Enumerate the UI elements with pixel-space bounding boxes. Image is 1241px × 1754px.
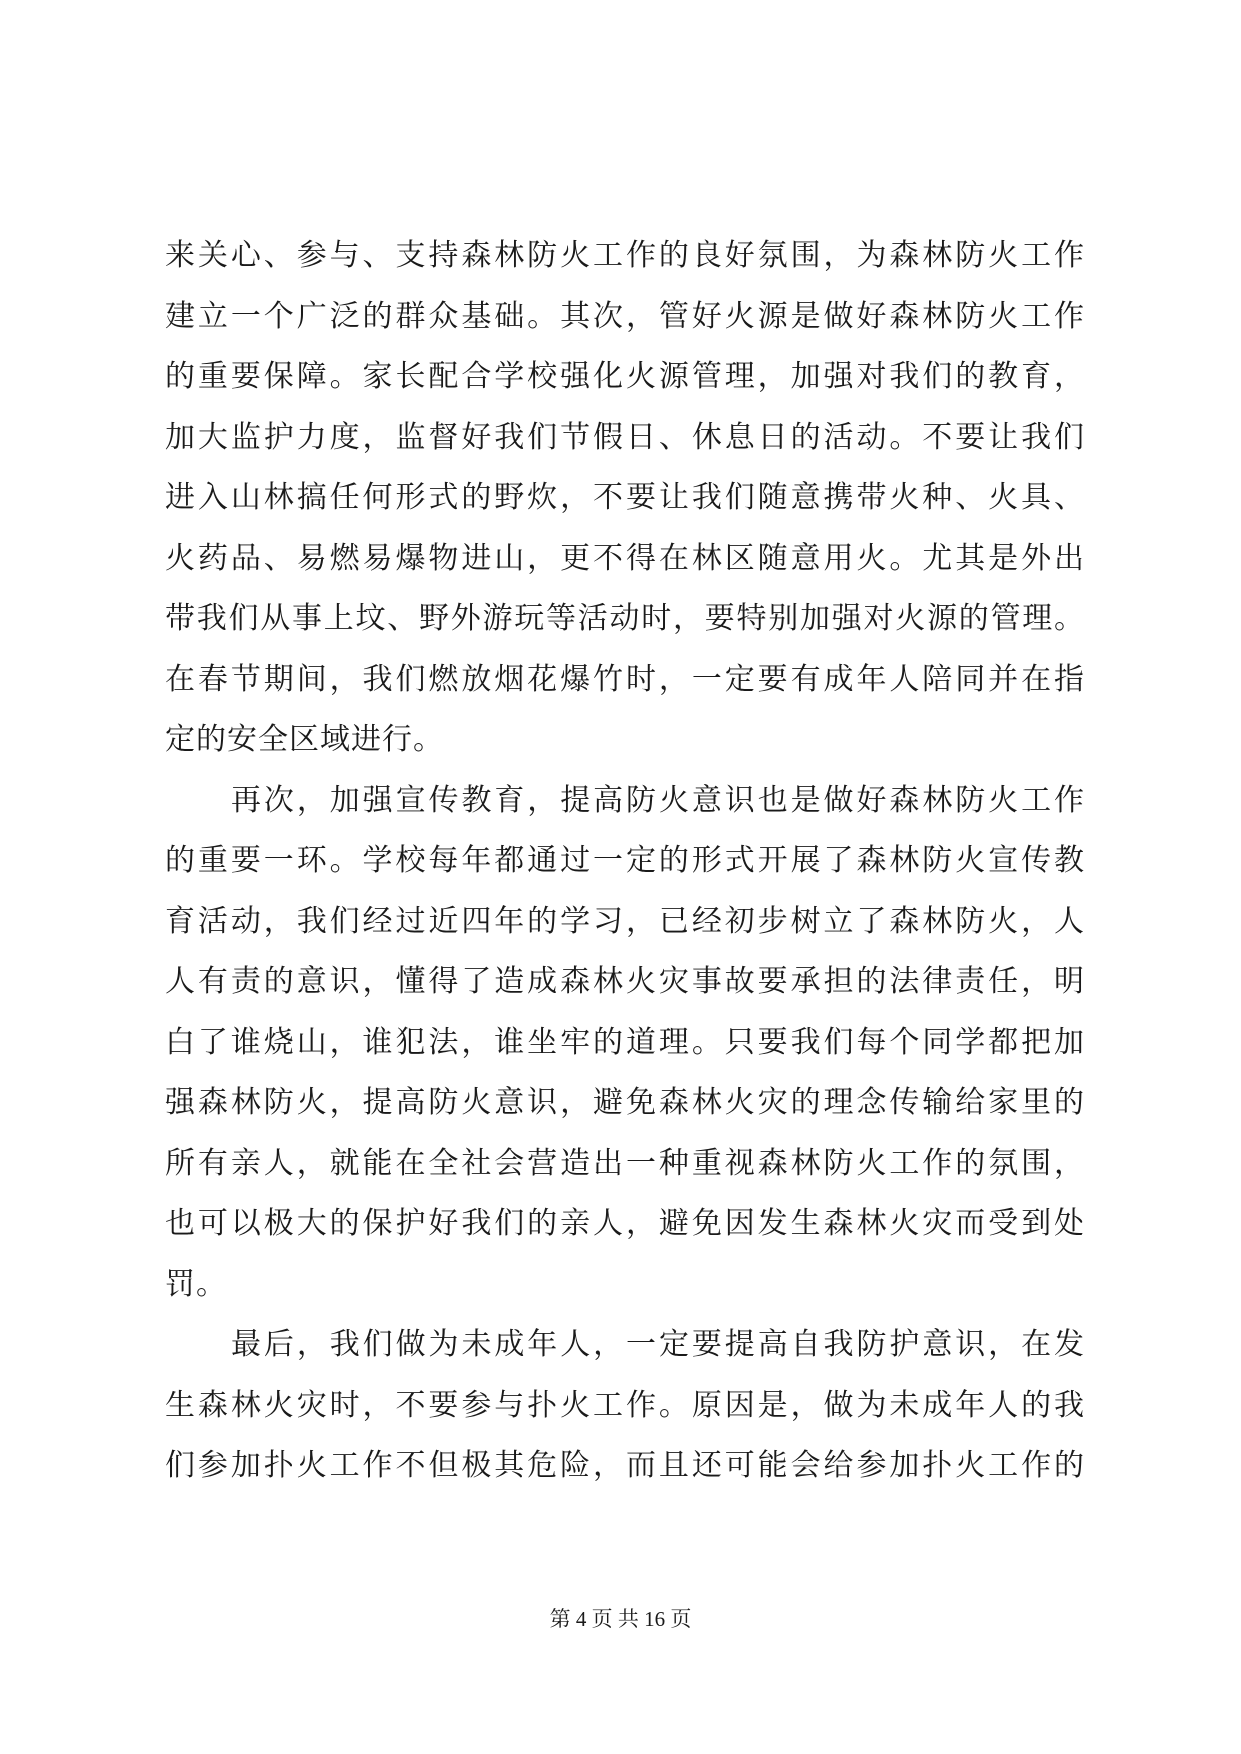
- text-line: 定的安全区域进行。: [165, 722, 444, 757]
- text-line: 也可以极大的保护好我们的亲人，避免因发生森林火灾而受到处: [165, 1206, 1085, 1241]
- text-line: 来关心、参与、支持森林防火工作的良好氛围，为森林防火工作: [165, 238, 1085, 273]
- text-line: 的重要保障。家长配合学校强化火源管理，加强对我们的教育，: [165, 359, 1085, 394]
- body-text: [165, 226, 1085, 1497]
- text-line: 生森林火灾时，不要参与扑火工作。原因是，做为未成年人的我: [165, 1387, 1085, 1423]
- text-line: 白了谁烧山，谁犯法，谁坐牢的道理。只要我们每个同学都把加: [165, 1024, 1085, 1060]
- text-line: 火药品、易燃易爆物进山，更不得在林区随意用火。尤其是外出: [165, 540, 1085, 576]
- text-line: 人有责的意识，懂得了造成森林火灾事故要承担的法律责任，明: [165, 964, 1085, 999]
- text-line: 强森林防火，提高防火意识，避免森林火灾的理念传输给家里的: [165, 1085, 1085, 1120]
- text-line: 进入山林搞任何形式的野炊，不要让我们随意携带火种、火具、: [165, 480, 1085, 515]
- text-line: 的重要一环。学校每年都通过一定的形式开展了森林防火宣传教: [165, 843, 1085, 878]
- text-line: 带我们从事上坟、野外游玩等活动时，要特别加强对火源的管理。: [165, 601, 1085, 636]
- page-footer: 第 4 页 共 16 页: [549, 1607, 692, 1631]
- text-line: 在春节期间，我们燃放烟花爆竹时，一定要有成年人陪同并在指: [165, 661, 1085, 697]
- text-line: 罚。: [165, 1266, 227, 1302]
- text-line: 最后，我们做为未成年人，一定要提高自我防护意识，在发: [231, 1327, 1085, 1362]
- text-line: 育活动，我们经过近四年的学习，已经初步树立了森林防火，人: [165, 903, 1085, 939]
- text-line: 所有亲人，就能在全社会营造出一种重视森林防火工作的氛围，: [165, 1145, 1085, 1181]
- text-line: 再次，加强宣传教育，提高防火意识也是做好森林防火工作: [231, 782, 1085, 818]
- text-line: 们参加扑火工作不但极其危险，而且还可能会给参加扑火工作的: [165, 1448, 1085, 1483]
- text-line: 加大监护力度，监督好我们节假日、休息日的活动。不要让我们: [165, 419, 1085, 455]
- text-line: 建立一个广泛的群众基础。其次，管好火源是做好森林防火工作: [165, 298, 1085, 334]
